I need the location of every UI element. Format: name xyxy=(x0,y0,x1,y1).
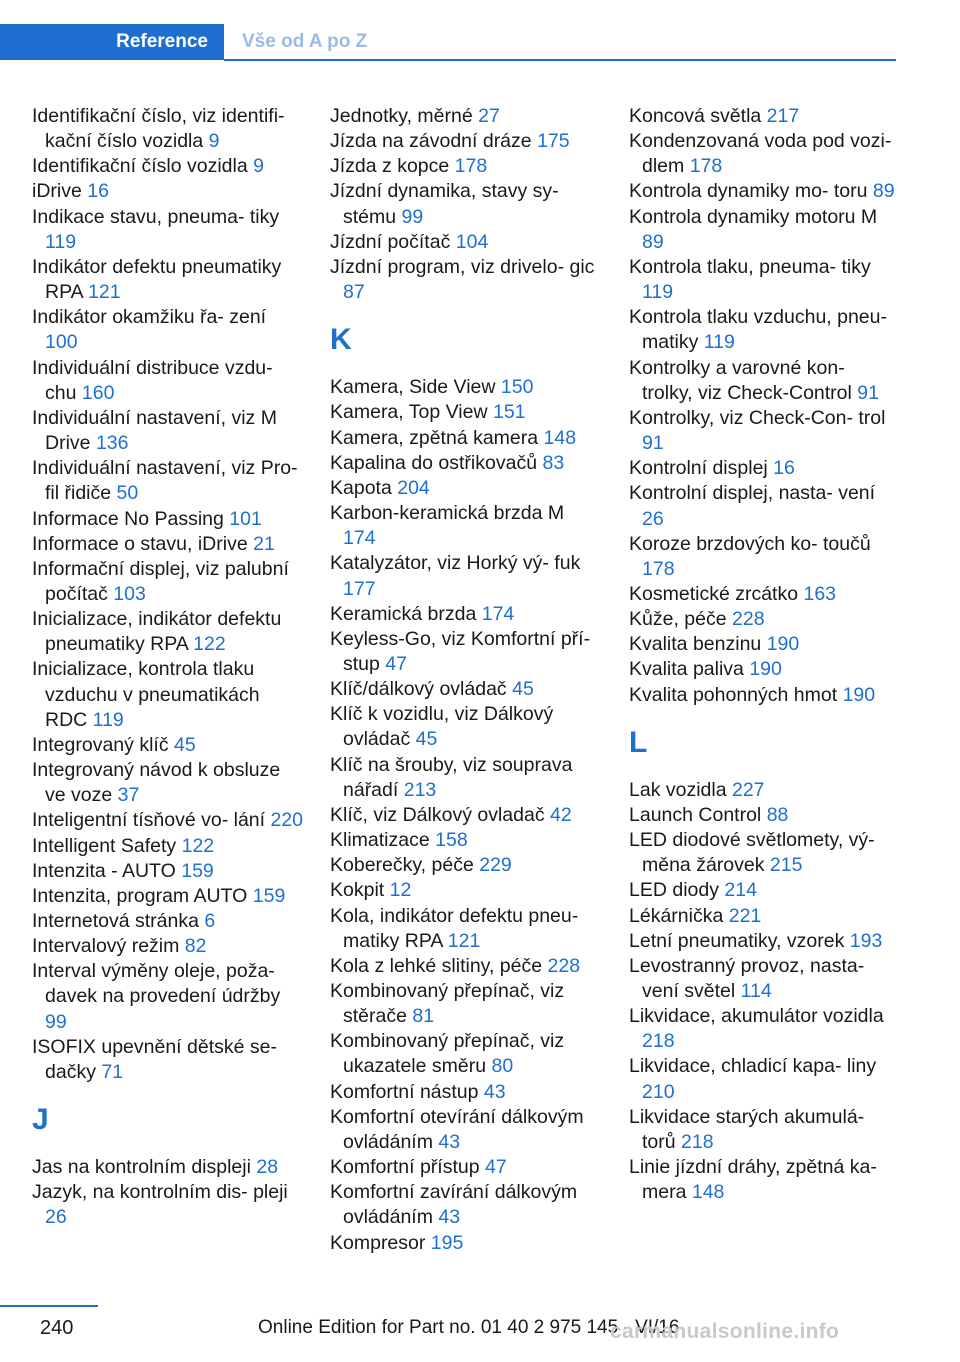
index-entry xyxy=(32,179,304,204)
page-link[interactable]: 27 xyxy=(478,105,500,127)
index-entry xyxy=(330,878,602,903)
index-entry xyxy=(629,255,897,305)
index-term: Komfortní zavírání dálkovým ovládáním xyxy=(330,1181,578,1229)
page-link[interactable]: 151 xyxy=(492,401,526,424)
page-link[interactable]: 83 xyxy=(542,451,565,474)
index-term: Koncová světla xyxy=(629,105,762,127)
index-term: Komfortní přístup xyxy=(330,1156,480,1179)
index-entry xyxy=(32,657,304,732)
index-term: Lékárnička xyxy=(629,904,724,927)
index-entry xyxy=(32,884,304,909)
index-entry xyxy=(330,551,602,601)
index-entry xyxy=(32,808,304,833)
index-entry xyxy=(629,1155,897,1205)
page-link[interactable]: 103 xyxy=(113,582,146,605)
index-entry xyxy=(330,230,602,255)
index-term: Kondenzovaná voda pod vozi‐ dlem xyxy=(629,130,892,178)
index-term: Keyless-Go, viz Komfortní pří‐ stup xyxy=(330,627,591,675)
index-term: Lak vozidla xyxy=(629,778,727,801)
index-term: Linie jízdní dráhy, zpětná ka‐ mera xyxy=(629,1156,877,1204)
index-entry xyxy=(32,356,304,406)
index-term: Klíč/dálkový ovládač xyxy=(330,678,507,701)
index-term: Intenzita, program AUTO xyxy=(32,884,248,907)
index-term: Kapota xyxy=(330,476,392,499)
page-link[interactable]: 6 xyxy=(204,910,216,932)
index-term: Koroze brzdových ko‐ toučů xyxy=(629,532,871,555)
page-number: 240 xyxy=(40,1317,74,1339)
section-letter: K xyxy=(330,323,352,357)
page-link[interactable]: 45 xyxy=(415,728,438,751)
page-link[interactable]: 150 xyxy=(500,376,534,399)
index-entry xyxy=(32,1155,304,1180)
page-link[interactable]: 99 xyxy=(401,205,424,228)
index-entry xyxy=(32,1180,304,1230)
page-link[interactable]: 80 xyxy=(491,1055,514,1078)
index-term: Klimatizace xyxy=(330,829,430,852)
page-link[interactable]: 43 xyxy=(483,1080,506,1103)
page-link[interactable]: 174 xyxy=(481,602,515,625)
index-term: Kontrola tlaku vzduchu, pneu‐ matiky xyxy=(629,306,887,354)
index-entry xyxy=(629,305,897,355)
index-term: Jízda na závodní dráze xyxy=(330,130,532,153)
page-link[interactable]: 91 xyxy=(642,432,664,455)
index-term: Informační displej, viz palubní počítač xyxy=(32,557,289,605)
index-term: Klíč k vozidlu, viz Dálkový ovládač xyxy=(330,703,554,751)
watermark: carmanualsonline.info xyxy=(610,1320,840,1343)
index-term: Kůže, péče xyxy=(629,608,727,631)
page-link[interactable]: 26 xyxy=(642,507,664,530)
page-link[interactable]: 91 xyxy=(857,381,879,404)
index-entry xyxy=(629,179,897,204)
index-term: Kvalita paliva xyxy=(629,658,744,681)
index-term: Letní pneumatiky, vzorek xyxy=(629,929,845,952)
index-term: Launch Control xyxy=(629,803,762,826)
page-link[interactable]: 220 xyxy=(270,809,304,832)
page-link[interactable]: 214 xyxy=(724,879,757,902)
index-entry xyxy=(629,356,897,406)
page-link[interactable]: 190 xyxy=(842,683,876,706)
index-term: Kombinovaný přepínač, viz ukazatele směru xyxy=(330,1030,565,1078)
page-link[interactable]: 119 xyxy=(703,331,735,354)
page-link[interactable]: 43 xyxy=(438,1130,461,1153)
index-entry xyxy=(629,532,897,582)
index-term: Indikace stavu, pneuma‐ tiky xyxy=(32,205,280,228)
index-term: Indikátor okamžiku řa‐ zení xyxy=(32,306,267,329)
page-link[interactable]: 12 xyxy=(389,879,412,902)
page-link[interactable]: 218 xyxy=(681,1130,714,1153)
index-term: Jednotky, měrné xyxy=(330,105,473,127)
index-entry xyxy=(330,104,602,129)
index-entry xyxy=(32,255,304,305)
page-link[interactable]: 119 xyxy=(92,708,124,731)
index-term: Kontrolky a varovné kon‐ trolky, viz Check-Control xyxy=(629,356,852,404)
tab-reference-label: Reference xyxy=(116,31,208,52)
index-term: Jas na kontrolním displeji xyxy=(32,1156,251,1179)
index-term: Komfortní nástup xyxy=(330,1080,479,1103)
index-entry xyxy=(330,904,602,954)
page-link[interactable]: 178 xyxy=(689,155,723,178)
page-link[interactable]: 89 xyxy=(642,230,664,253)
index-entry xyxy=(330,803,602,828)
index-entry xyxy=(330,954,602,979)
index-entry xyxy=(330,179,602,229)
index-entry xyxy=(330,602,602,627)
index-term: Keramická brzda xyxy=(330,602,477,625)
index-entry xyxy=(32,733,304,758)
page-link[interactable]: 43 xyxy=(438,1206,461,1229)
index-entry xyxy=(629,582,897,607)
page-link[interactable]: 47 xyxy=(385,652,407,675)
page-link[interactable]: 100 xyxy=(45,331,78,354)
page-link[interactable]: 47 xyxy=(485,1156,507,1179)
page-link[interactable]: 210 xyxy=(642,1080,675,1103)
page-link[interactable]: 26 xyxy=(45,1206,67,1229)
page-link[interactable]: 158 xyxy=(435,829,468,852)
page-link[interactable]: 177 xyxy=(343,577,376,600)
tab-all-a-z[interactable] xyxy=(224,24,367,60)
index-entry xyxy=(629,929,897,954)
index-term: iDrive xyxy=(32,180,82,203)
index-term: Likvidace, akumulátor vozidla xyxy=(629,1005,884,1028)
index-entry xyxy=(330,1029,602,1079)
page-link[interactable]: 81 xyxy=(412,1005,435,1028)
index-entry xyxy=(32,532,304,557)
index-entry xyxy=(330,853,602,878)
footer-divider xyxy=(0,1305,98,1307)
header-tabs xyxy=(0,24,896,62)
page-link[interactable]: 159 xyxy=(252,884,286,907)
header-divider xyxy=(224,59,896,61)
page-link[interactable]: 114 xyxy=(740,980,772,1002)
index-entry xyxy=(629,129,897,179)
index-term: Kontrola tlaku, pneuma‐ tiky xyxy=(629,255,871,278)
index-term: Koberečky, péče xyxy=(330,854,474,877)
index-entry xyxy=(330,501,602,551)
page-link[interactable]: 50 xyxy=(116,482,139,505)
index-column-3 xyxy=(629,104,897,1205)
index-term: Kapalina do ostřikovačů xyxy=(330,451,538,474)
page-link[interactable]: 204 xyxy=(397,476,430,499)
index-entry xyxy=(330,154,602,179)
index-term: Kokpit xyxy=(330,879,385,902)
page-link[interactable]: 229 xyxy=(479,854,512,877)
index-entry xyxy=(32,959,304,1034)
index-term: Klíč, viz Dálkový ovladač xyxy=(330,803,545,826)
page-link[interactable]: 159 xyxy=(181,859,214,882)
section-letter: L xyxy=(629,725,648,759)
page-link[interactable]: 119 xyxy=(45,230,77,253)
index-term: Likvidace starých akumulá‐ torů xyxy=(629,1105,865,1153)
page-link[interactable]: 148 xyxy=(543,426,577,449)
index-entry xyxy=(32,456,304,506)
index-entry xyxy=(629,1004,897,1054)
index-term: Kompresor xyxy=(330,1231,426,1254)
page-link[interactable]: 9 xyxy=(253,155,264,178)
index-entry xyxy=(629,205,897,255)
index-term: Integrovaný klíč xyxy=(32,733,169,756)
index-term: Interval výměny oleje, poža‐ davek na provedení údržby xyxy=(32,960,281,1008)
index-entry xyxy=(330,979,602,1029)
page-link[interactable]: 42 xyxy=(550,803,572,826)
page-link[interactable]: 37 xyxy=(117,784,140,807)
page-link[interactable]: 136 xyxy=(95,432,129,455)
index-entry xyxy=(32,557,304,607)
index-term: Intelligent Safety xyxy=(32,834,177,857)
index-term: Klíč na šrouby, viz souprava nářadí xyxy=(330,753,573,801)
index-entry xyxy=(330,400,602,425)
index-term: Inteligentní tísňové vo‐ lání xyxy=(32,809,266,832)
index-term: Komfortní otevírání dálkovým ovládáním xyxy=(330,1105,584,1153)
index-term: Identifikační číslo, viz identifi‐ kační číslo vozidla xyxy=(32,105,285,153)
index-term: Kamera, Side View xyxy=(330,376,496,399)
index-term: LED diodové světlomety, vý‐ měna žárovek xyxy=(629,829,875,877)
page-link[interactable]: 193 xyxy=(849,929,883,952)
index-entry xyxy=(330,1231,602,1256)
index-entry xyxy=(330,702,602,752)
index-term: Inicializace, indikátor defektu pneumatiky RPA xyxy=(32,608,282,656)
index-entry xyxy=(629,803,897,828)
index-entry xyxy=(32,104,304,154)
page-link[interactable]: 217 xyxy=(766,105,800,127)
index-entry xyxy=(32,934,304,959)
index-term: Jízdní program, viz drivelo‐ gic xyxy=(330,255,595,278)
index-column-2 xyxy=(330,104,602,1256)
page-link[interactable]: 228 xyxy=(732,608,765,631)
index-entry xyxy=(330,1180,602,1230)
index-entry xyxy=(330,1155,602,1180)
index-term: Jízdní dynamika, stavy sy‐ stému xyxy=(330,180,559,228)
index-entry xyxy=(330,677,602,702)
index-entry xyxy=(629,1054,897,1104)
index-entry xyxy=(32,154,304,179)
index-entry xyxy=(629,481,897,531)
index-term: Kvalita benzinu xyxy=(629,633,762,656)
page-link[interactable]: 178 xyxy=(454,155,488,178)
index-entry xyxy=(629,683,897,708)
index-term: Individuální nastavení, viz M Drive xyxy=(32,406,277,455)
index-term: Kontrola dynamiky mo‐ toru xyxy=(629,180,868,203)
page-link[interactable]: 89 xyxy=(872,180,895,203)
index-entry xyxy=(330,451,602,476)
page-link[interactable]: 16 xyxy=(87,180,109,203)
page-link[interactable]: 195 xyxy=(430,1231,464,1254)
page-link[interactable]: 82 xyxy=(184,935,207,958)
index-term: Individuální distribuce vzdu‐ chu xyxy=(32,356,273,404)
page-link[interactable]: 71 xyxy=(101,1060,124,1083)
page-link[interactable]: 122 xyxy=(193,633,226,656)
index-term: Individuální nastavení, viz Pro‐ fil řidiče xyxy=(32,457,298,505)
index-term: Kombinovaný přepínač, viz stěrače xyxy=(330,980,565,1028)
index-entry xyxy=(32,607,304,657)
index-term: Informace o stavu, iDrive xyxy=(32,532,248,555)
page-link[interactable]: 119 xyxy=(642,281,674,304)
index-term: Identifikační číslo vozidla xyxy=(32,155,248,178)
index-entry xyxy=(629,954,897,1004)
section-letter: J xyxy=(32,1103,49,1137)
index-term: Kola z lehké slitiny, péče xyxy=(330,954,543,977)
index-term: Jízda z kopce xyxy=(330,155,450,178)
page-link[interactable]: 104 xyxy=(455,230,489,253)
index-term: Likvidace, chladicí kapa‐ liny xyxy=(629,1055,877,1078)
tab-reference[interactable] xyxy=(0,24,224,60)
index-entry xyxy=(629,632,897,657)
index-entry xyxy=(330,255,602,305)
index-term: Kosmetické zrcátko xyxy=(629,582,799,605)
index-entry xyxy=(629,607,897,632)
index-term: Levostranný provoz, nasta‐ vení světel xyxy=(629,954,865,1002)
index-term: Kontrolní displej, nasta‐ vení xyxy=(629,482,876,505)
page-link[interactable]: 160 xyxy=(81,381,115,404)
index-entry xyxy=(330,627,602,677)
index-term: Intenzita - AUTO xyxy=(32,859,176,882)
index-entry xyxy=(32,859,304,884)
index-term: ISOFIX upevnění dětské se‐ dačky xyxy=(32,1035,277,1083)
index-entry xyxy=(32,507,304,532)
index-entry xyxy=(330,753,602,803)
page-link[interactable]: 215 xyxy=(769,854,803,877)
index-entry xyxy=(32,406,304,456)
index-term: Jazyk, na kontrolním dis‐ pleji xyxy=(32,1181,288,1204)
index-entry xyxy=(32,758,304,808)
index-term: Kontrolní displej xyxy=(629,457,768,480)
page-link[interactable]: 213 xyxy=(403,778,437,801)
index-entry xyxy=(330,129,602,154)
index-entry xyxy=(330,1105,602,1155)
edition-info: Online Edition for Part no. 01 40 2 975 145 - VI/16 xyxy=(258,1317,680,1338)
index-entry xyxy=(629,878,897,903)
page-link[interactable]: 9 xyxy=(208,130,220,153)
index-term: Kola, indikátor defektu pneu‐ matiky RPA xyxy=(330,904,579,952)
page-link[interactable]: 190 xyxy=(766,633,800,656)
index-entry xyxy=(330,476,602,501)
index-entry xyxy=(629,1105,897,1155)
page-link[interactable]: 101 xyxy=(229,507,262,530)
page-link[interactable]: 21 xyxy=(253,532,275,555)
index-entry xyxy=(32,305,304,355)
page-link[interactable]: 28 xyxy=(256,1156,279,1179)
index-entry xyxy=(330,1080,602,1105)
index-term: Katalyzátor, viz Horký vý‐ fuk xyxy=(330,552,581,575)
index-term: Karbon-keramická brzda M xyxy=(330,502,565,525)
index-term: Inicializace, kontrola tlaku vzduchu v pneumatikách RDC xyxy=(32,658,260,731)
page-link[interactable]: 121 xyxy=(88,281,121,304)
page-link[interactable]: 218 xyxy=(642,1030,675,1053)
index-entry xyxy=(330,828,602,853)
index-term: Intervalový režim xyxy=(32,935,180,958)
page-link[interactable]: 121 xyxy=(447,929,481,952)
index-term: Informace No Passing xyxy=(32,507,224,530)
page-link[interactable]: 163 xyxy=(803,582,837,605)
index-term: Kamera, zpětná kamera xyxy=(330,426,539,449)
index-term: LED diody xyxy=(629,879,719,902)
index-entry xyxy=(629,657,897,682)
page-link[interactable]: 45 xyxy=(174,733,196,756)
index-term: Kamera, Top View xyxy=(330,401,488,424)
index-entry xyxy=(32,834,304,859)
page-link[interactable]: 228 xyxy=(547,954,581,977)
page-link[interactable]: 190 xyxy=(749,658,782,681)
index-term: Kvalita pohonných hmot xyxy=(629,683,838,706)
page-link[interactable]: 175 xyxy=(537,130,570,153)
index-entry xyxy=(629,104,897,129)
index-term: Integrovaný návod k obsluze ve voze xyxy=(32,759,281,807)
index-entry xyxy=(32,909,304,934)
index-term: Indikátor defektu pneumatiky RPA xyxy=(32,255,282,304)
index-term: Kontrolky, viz Check-Con‐ trol xyxy=(629,406,886,429)
index-entry xyxy=(330,426,602,451)
page-link[interactable]: 16 xyxy=(773,457,795,480)
index-column-1 xyxy=(32,104,304,1231)
index-entry xyxy=(629,904,897,929)
index-entry xyxy=(629,778,897,803)
index-entry xyxy=(330,375,602,400)
index-term: Jízdní počítač xyxy=(330,230,451,253)
page-link[interactable]: 122 xyxy=(181,834,215,857)
page-link[interactable]: 178 xyxy=(642,557,675,580)
page-link[interactable]: 174 xyxy=(343,527,376,550)
index-entry xyxy=(629,456,897,481)
index-entry xyxy=(32,205,304,255)
index-entry xyxy=(629,406,897,456)
index-term: Kontrola dynamiky motoru M xyxy=(629,205,878,228)
page-link[interactable]: 227 xyxy=(731,778,765,801)
page-link[interactable]: 88 xyxy=(766,803,789,826)
page-link[interactable]: 99 xyxy=(45,1010,67,1033)
index-entry xyxy=(32,1035,304,1085)
page-link[interactable]: 87 xyxy=(343,281,365,304)
page-link[interactable]: 148 xyxy=(691,1181,725,1204)
page-link[interactable]: 45 xyxy=(512,678,534,701)
index-entry xyxy=(629,828,897,878)
tab-all-a-z-label: Vše od A po Z xyxy=(242,31,368,52)
index-term: Internetová stránka xyxy=(32,910,199,932)
page-link[interactable]: 221 xyxy=(728,904,762,927)
